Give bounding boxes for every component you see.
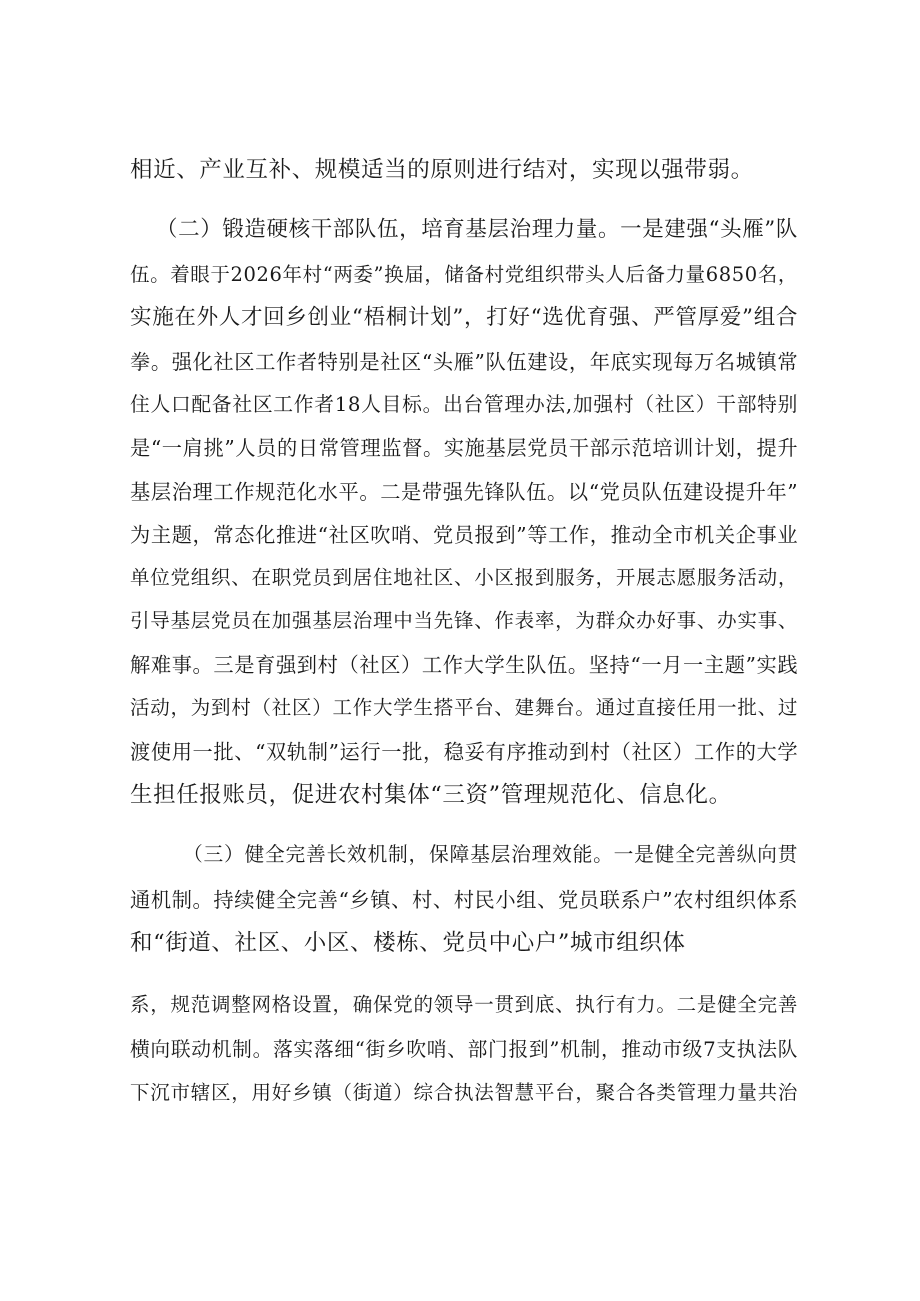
- paragraph-2-line-6: 是“一肩挑”人员的日常管理监督。实施基层党员干部示范培训计划，提升: [130, 436, 799, 460]
- paragraph-3-line-3: 和“街道、社区、小区、楼栋、党员中心户”城市组织体: [130, 930, 686, 956]
- paragraph-2-line-12: 活动，为到村（社区）工作大学生搭平台、建舞台。通过直接任用一批、过: [130, 696, 798, 719]
- paragraph-1-line-1: 相近、产业互补、规模适当的原则进行结对，实现以强带弱。: [130, 157, 754, 183]
- paragraph-2-line-4: 拳。强化社区工作者特别是社区“头雁”队伍建设，年底实现每万名城镇常: [130, 350, 799, 374]
- paragraph-3-line-2: 通机制。持续健全完善“乡镇、村、村民小组、党员联系户”农村组织体系: [130, 888, 799, 912]
- paragraph-2-line-2: 伍。着眼于2026年村“两委”换届，储备村党组织带头人后备力量6850名，: [130, 263, 798, 286]
- paragraph-4-line-1: 系，规范调整网格设置，确保党的领导一贯到底、执行有力。二是健全完善: [130, 993, 798, 1016]
- paragraph-2-line-1: （二）锻造硬核干部队伍，培育基层治理力量。一是建强“头雁”队: [156, 217, 798, 242]
- paragraph-2-line-10: 引导基层党员在加强基层治理中当先锋、作表率，为群众办好事、办实事、: [130, 609, 798, 632]
- paragraph-4-line-2: 横向联动机制。落实落细“街乡吹哨、部门报到”机制，推动市级7支执法队: [130, 1038, 798, 1061]
- paragraph-2-line-7: 基层治理工作规范化水平。二是带强先锋队伍。以“党员队伍建设提升年”: [130, 480, 799, 504]
- paragraph-3-line-1: （三）健全完善长效机制，保障基层治理效能。一是健全完善纵向贯: [183, 843, 798, 866]
- paragraph-2-line-13: 渡使用一批、“双轨制”运行一批，稳妥有序推动到村（社区）工作的大学: [130, 740, 799, 764]
- paragraph-2-line-9: 单位党组织、在职党员到居住地社区、小区报到服务，开展志愿服务活动，: [130, 566, 798, 589]
- paragraph-2-line-14: 生担任报账员，促进农村集体“三资”管理规范化、信息化。: [130, 782, 732, 808]
- paragraph-2-line-3: 实施在外人才回乡创业“梧桐计划”，打好“选优育强、严管厚爱”组合: [130, 305, 798, 330]
- paragraph-4-line-3: 下沉市辖区，用好乡镇（街道）综合执法智慧平台，聚合各类管理力量共治: [130, 1081, 798, 1104]
- paragraph-2-line-8: 为主题，常态化推进“社区吹哨、党员报到”等工作，推动全市机关企事业: [130, 523, 799, 547]
- paragraph-2-line-11: 解难事。三是育强到村（社区）工作大学生队伍。坚持“一月一主题”实践: [130, 653, 799, 677]
- paragraph-2-line-5: 住人口配备社区工作者18人目标。出台管理办法,加强村（社区）干部特别: [130, 393, 798, 416]
